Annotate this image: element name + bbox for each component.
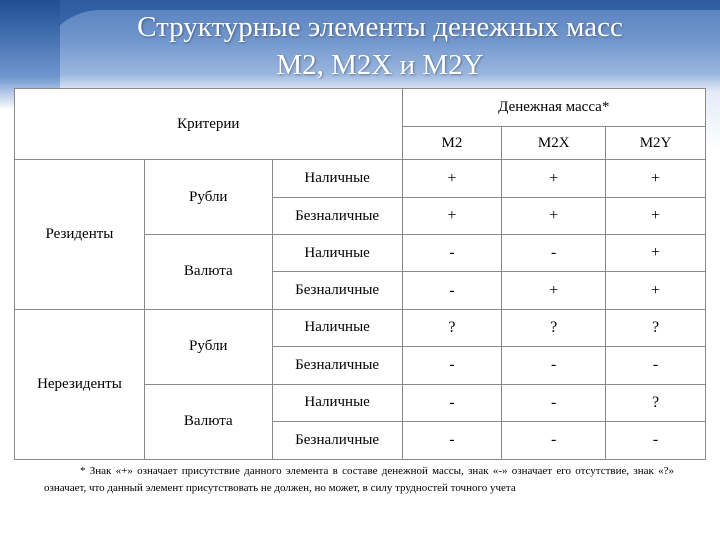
- footnote: * Знак «+» означает присутствие данного элемента в составе денежной массы, знак «-» означает его отсутствие, знак «?» означает, что данный элемент присутствовать не должен, но может, в силу трудностей точного учета: [44, 465, 674, 494]
- col-header-m2x: М2X: [502, 127, 606, 160]
- row-label-cash: Наличные: [272, 309, 402, 346]
- col-header-m2y: М2Y: [606, 127, 706, 160]
- title-line-1: Структурные элементы денежных масс: [137, 11, 623, 43]
- col-header-m2: М2: [402, 127, 502, 160]
- row-label-cash: Наличные: [272, 384, 402, 421]
- row-label-cash: Наличные: [272, 160, 402, 198]
- subgroup-rubles: Рубли: [144, 160, 272, 235]
- title-line-2: М2, М2X и М2Y: [276, 49, 484, 81]
- cell-m2y: +: [606, 235, 706, 272]
- subgroup-rubles: Рубли: [144, 309, 272, 384]
- row-label-noncash: Безналичные: [272, 272, 402, 309]
- cell-m2: +: [402, 160, 502, 198]
- cell-m2: -: [402, 421, 502, 459]
- cell-m2: +: [402, 198, 502, 235]
- row-label-cash: Наличные: [272, 235, 402, 272]
- group-residents: Резиденты: [15, 160, 145, 309]
- cell-m2y: ?: [606, 384, 706, 421]
- group-nonresidents: Нерезиденты: [15, 309, 145, 459]
- cell-m2: ?: [402, 309, 502, 346]
- cell-m2x: +: [502, 272, 606, 309]
- cell-m2y: -: [606, 421, 706, 459]
- cell-m2y: +: [606, 272, 706, 309]
- cell-m2y: ?: [606, 309, 706, 346]
- header-criteria: Критерии: [15, 89, 403, 160]
- slide-title: [60, 8, 700, 84]
- cell-m2: -: [402, 384, 502, 421]
- row-label-noncash: Безналичные: [272, 198, 402, 235]
- cell-m2: -: [402, 346, 502, 384]
- header-money-supply: Денежная масса*: [402, 89, 705, 127]
- cell-m2x: ?: [502, 309, 606, 346]
- cell-m2: -: [402, 272, 502, 309]
- cell-m2x: -: [502, 384, 606, 421]
- row-label-noncash: Безналичные: [272, 421, 402, 459]
- cell-m2y: -: [606, 346, 706, 384]
- subgroup-currency: Валюта: [144, 384, 272, 459]
- row-label-noncash: Безналичные: [272, 346, 402, 384]
- cell-m2: -: [402, 235, 502, 272]
- money-supply-table: [14, 88, 706, 460]
- cell-m2y: +: [606, 198, 706, 235]
- cell-m2x: -: [502, 421, 606, 459]
- subgroup-currency: Валюта: [144, 235, 272, 309]
- cell-m2x: -: [502, 346, 606, 384]
- cell-m2x: +: [502, 198, 606, 235]
- cell-m2x: -: [502, 235, 606, 272]
- cell-m2x: +: [502, 160, 606, 198]
- cell-m2y: +: [606, 160, 706, 198]
